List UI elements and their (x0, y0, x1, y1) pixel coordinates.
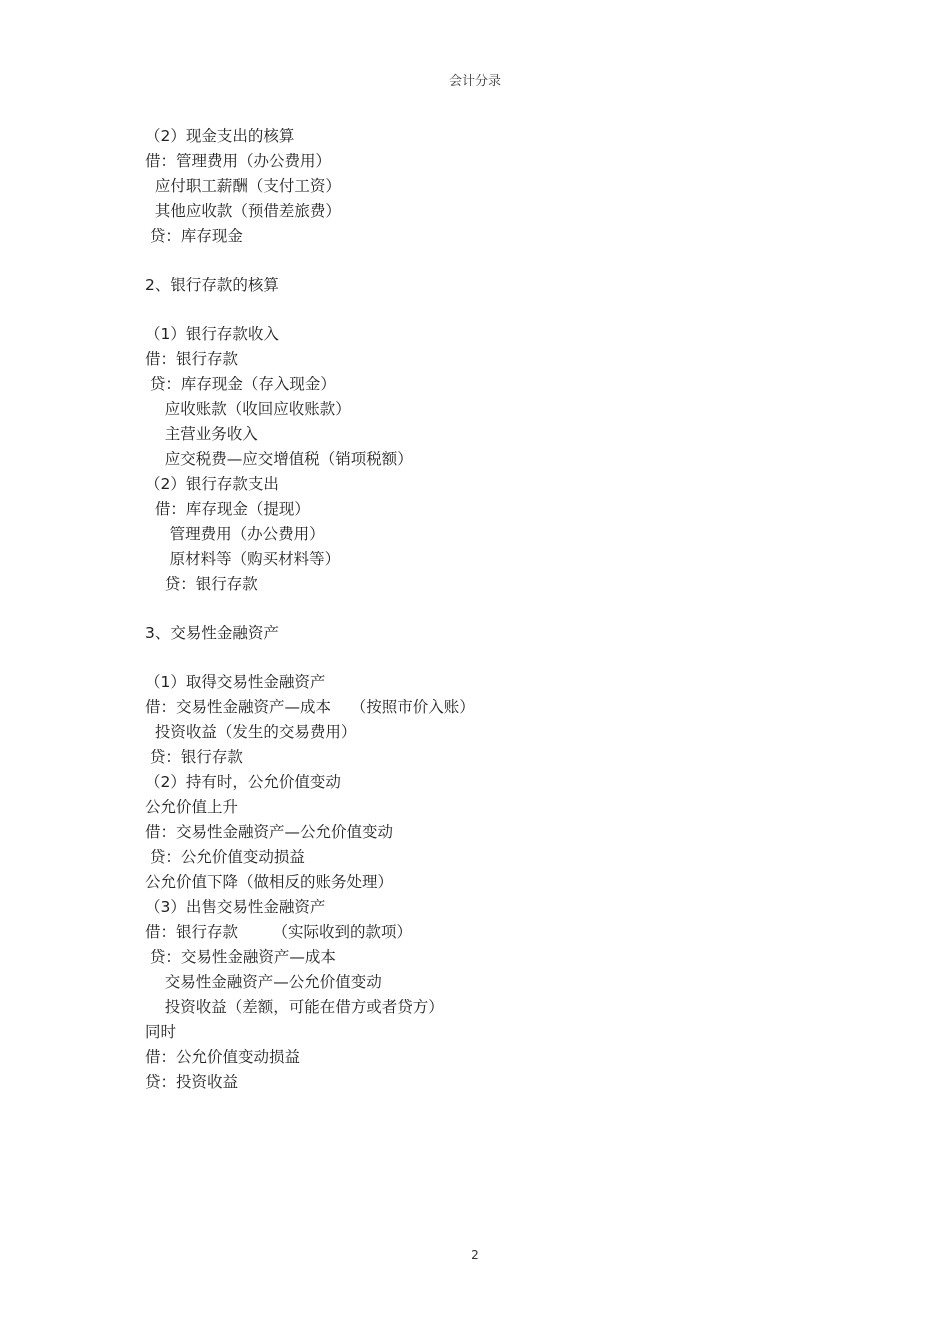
text-line: 贷：交易性金融资产—成本 (145, 948, 336, 966)
text-line: 借：交易性金融资产—公允价值变动 (145, 823, 394, 841)
text-line: 借：库存现金（提现） (145, 500, 310, 518)
text-line: 借：管理费用（办公费用） (145, 152, 332, 170)
document-body (145, 124, 845, 1095)
text-line: 投资收益（差额，可能在借方或者贷方） (145, 998, 444, 1016)
section-heading: 2、银行存款的核算 (145, 276, 279, 294)
text-line: 借：交易性金融资产—成本 （按照市价入账） (145, 698, 475, 716)
text-line: 借：银行存款 （实际收到的款项） (145, 923, 412, 941)
text-line: 投资收益（发生的交易费用） (145, 723, 357, 741)
text-line: 贷：银行存款 (145, 748, 243, 766)
text-line: 交易性金融资产—公允价值变动 (145, 973, 382, 991)
text-line: （2）银行存款支出 (145, 475, 279, 493)
text-line: 应收账款（收回应收账款） (145, 400, 351, 418)
text-line: 贷：银行存款 (145, 575, 258, 593)
blank-line (145, 249, 845, 273)
text-line: 主营业务收入 (145, 425, 258, 443)
text-line: 其他应收款（预借差旅费） (145, 202, 341, 220)
page-number: 2 (471, 1248, 479, 1262)
blank-line (145, 597, 845, 621)
text-line: （1）银行存款收入 (145, 325, 279, 343)
text-line: 贷：库存现金（存入现金） (145, 375, 336, 393)
text-line: 应交税费—应交增值税（销项税额） (145, 450, 413, 468)
blank-line (145, 298, 845, 322)
blank-line (145, 646, 845, 670)
text-line: 借：银行存款 (145, 350, 239, 368)
page-header: 会计分录 (448, 74, 501, 89)
text-line: 管理费用（办公费用） (145, 525, 325, 543)
text-line: （1）取得交易性金融资产 (145, 673, 326, 691)
section-heading: 3、交易性金融资产 (145, 624, 279, 642)
text-line: 原材料等（购买材料等） (145, 550, 341, 568)
text-line: 同时 (145, 1023, 177, 1041)
text-line: 贷：投资收益 (145, 1073, 239, 1091)
text-line: 公允价值上升 (145, 798, 239, 816)
text-line: （2）现金支出的核算 (145, 127, 295, 145)
text-line: （3）出售交易性金融资产 (145, 898, 326, 916)
text-line: 贷：库存现金 (145, 227, 243, 245)
text-line: 贷：公允价值变动损益 (145, 848, 305, 866)
text-line: 应付职工薪酬（支付工资） (145, 177, 341, 195)
text-line: 借：公允价值变动损益 (145, 1048, 301, 1066)
text-line: 公允价值下降（做相反的账务处理） (145, 873, 394, 891)
text-line: （2）持有时，公允价值变动 (145, 773, 341, 791)
